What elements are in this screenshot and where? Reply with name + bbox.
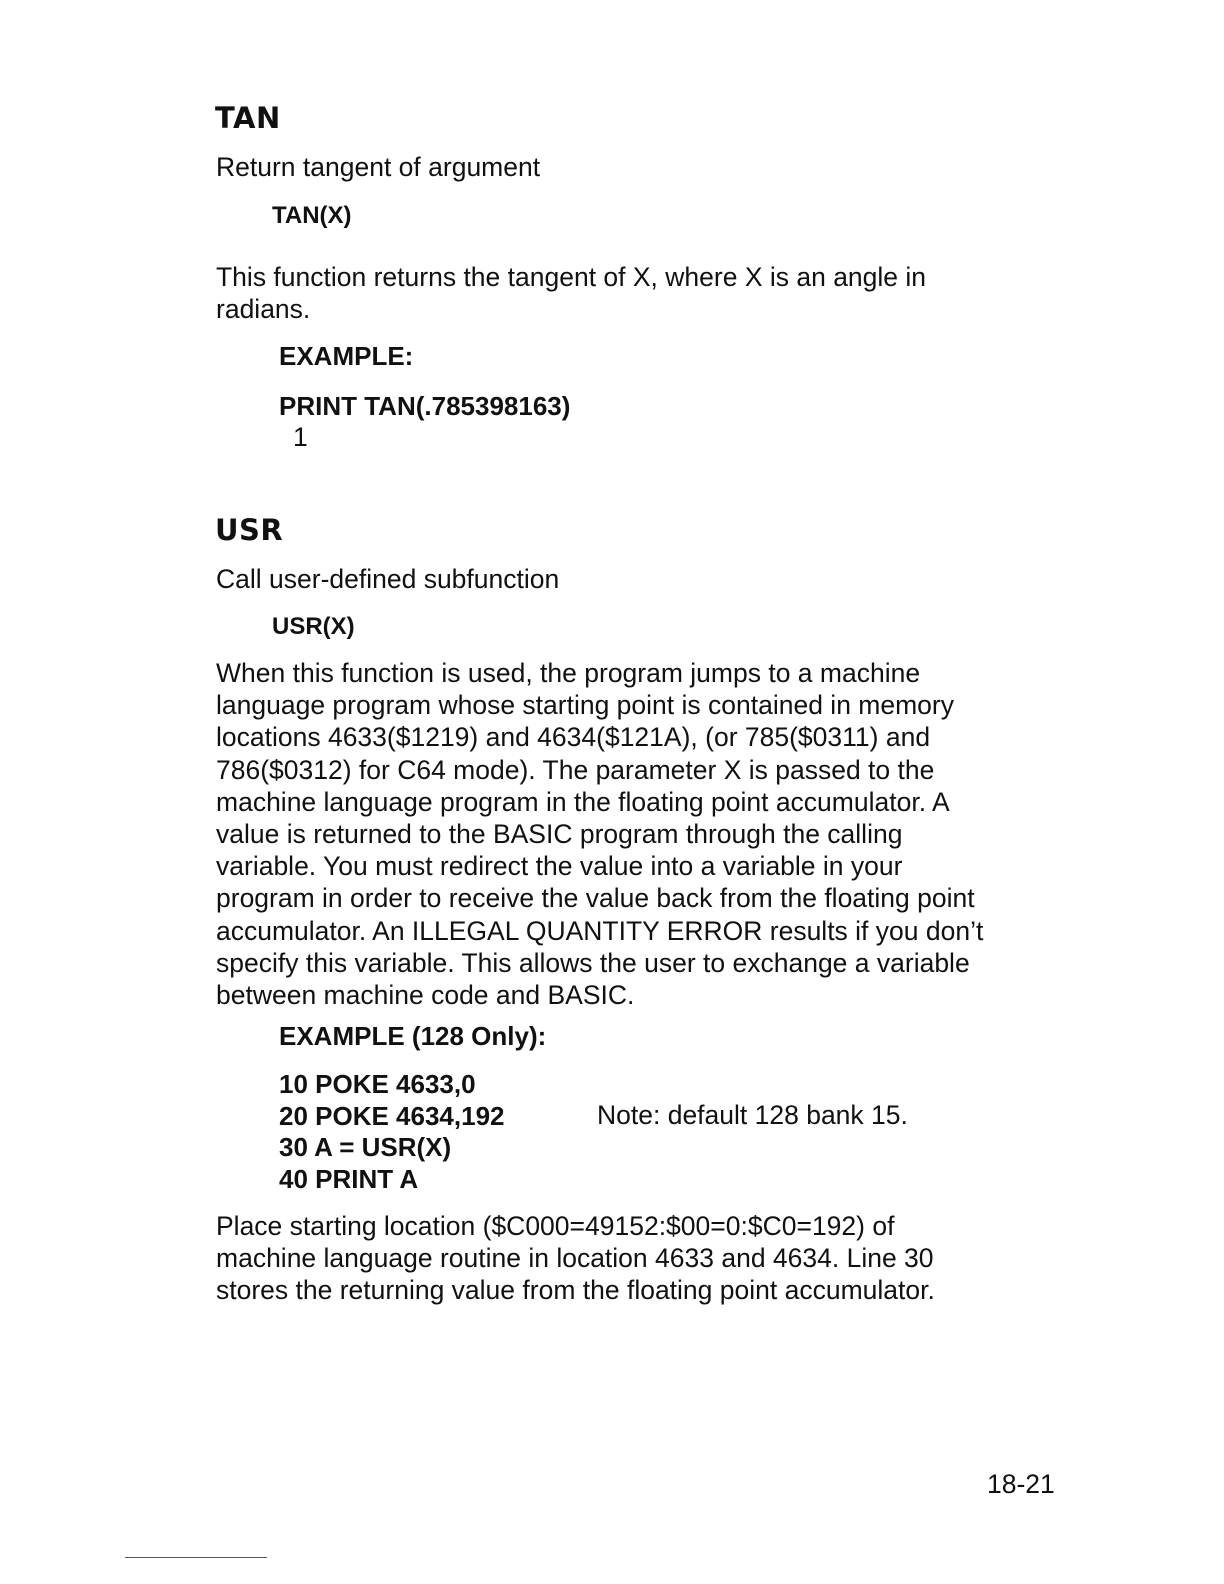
usr-description-line: accumulator. An ILLEGAL QUANTITY ERROR results if you don’t	[216, 915, 984, 946]
tan-syntax: TAN(X)	[272, 202, 352, 229]
usr-closing-line: stores the returning value from the floating point accumulator.	[216, 1275, 935, 1306]
usr-description-line: variable. You must redirect the value into a variable in your	[216, 851, 903, 882]
tan-description	[216, 261, 926, 325]
tan-description-line: radians.	[216, 294, 311, 325]
usr-description-line: language program whose starting point is contained in memory	[216, 690, 954, 721]
usr-syntax: USR(X)	[272, 613, 355, 640]
usr-description-line: between machine code and BASIC.	[216, 980, 635, 1011]
tan-example-code: PRINT TAN(.785398163)	[279, 391, 571, 421]
code-line: 20 POKE 4634,192	[279, 1100, 505, 1131]
page-number: 18-21	[987, 1469, 1055, 1499]
tan-example-output: 1	[293, 422, 308, 452]
code-line: 40 PRINT A	[279, 1163, 419, 1194]
tan-example-label: EXAMPLE:	[279, 341, 414, 371]
usr-description-line: machine language program in the floating point accumulator. A	[216, 786, 950, 817]
footer-rule	[125, 1557, 267, 1558]
usr-subtitle: Call user-defined subfunction	[216, 564, 560, 594]
usr-description-line: specify this variable. This allows the user to exchange a variable	[216, 947, 970, 978]
usr-description-line: When this function is used, the program jumps to a machine	[216, 658, 921, 688]
usr-heading: USR	[215, 513, 284, 547]
code-line: 10 POKE 4633,0	[279, 1069, 476, 1099]
usr-description-line: program in order to receive the value back from the floating point	[216, 883, 975, 914]
usr-description-line: 786($0312) for C64 mode). The parameter X is passed to the	[216, 754, 935, 785]
tan-heading: TAN	[215, 101, 281, 135]
usr-example-label: EXAMPLE (128 Only):	[279, 1021, 547, 1051]
usr-example-note: Note: default 128 bank 15.	[597, 1100, 908, 1130]
usr-description-line: value is returned to the BASIC program through the calling	[216, 819, 903, 850]
usr-closing	[216, 1210, 935, 1307]
tan-description-line: This function returns the tangent of X, where X is an angle in	[216, 262, 927, 292]
tan-subtitle: Return tangent of argument	[216, 152, 541, 182]
usr-description-line: locations 4633($1219) and 4634($121A), (or 785($0311) and	[216, 722, 931, 753]
usr-example-code	[279, 1069, 505, 1195]
usr-closing-line: Place starting location ($C000=49152:$00=0:$C0=192) of	[216, 1211, 895, 1241]
code-line: 30 A = USR(X)	[279, 1132, 452, 1162]
usr-closing-line: machine language routine in location 4633 and 4634. Line 30	[216, 1243, 934, 1274]
usr-description	[216, 657, 983, 1011]
